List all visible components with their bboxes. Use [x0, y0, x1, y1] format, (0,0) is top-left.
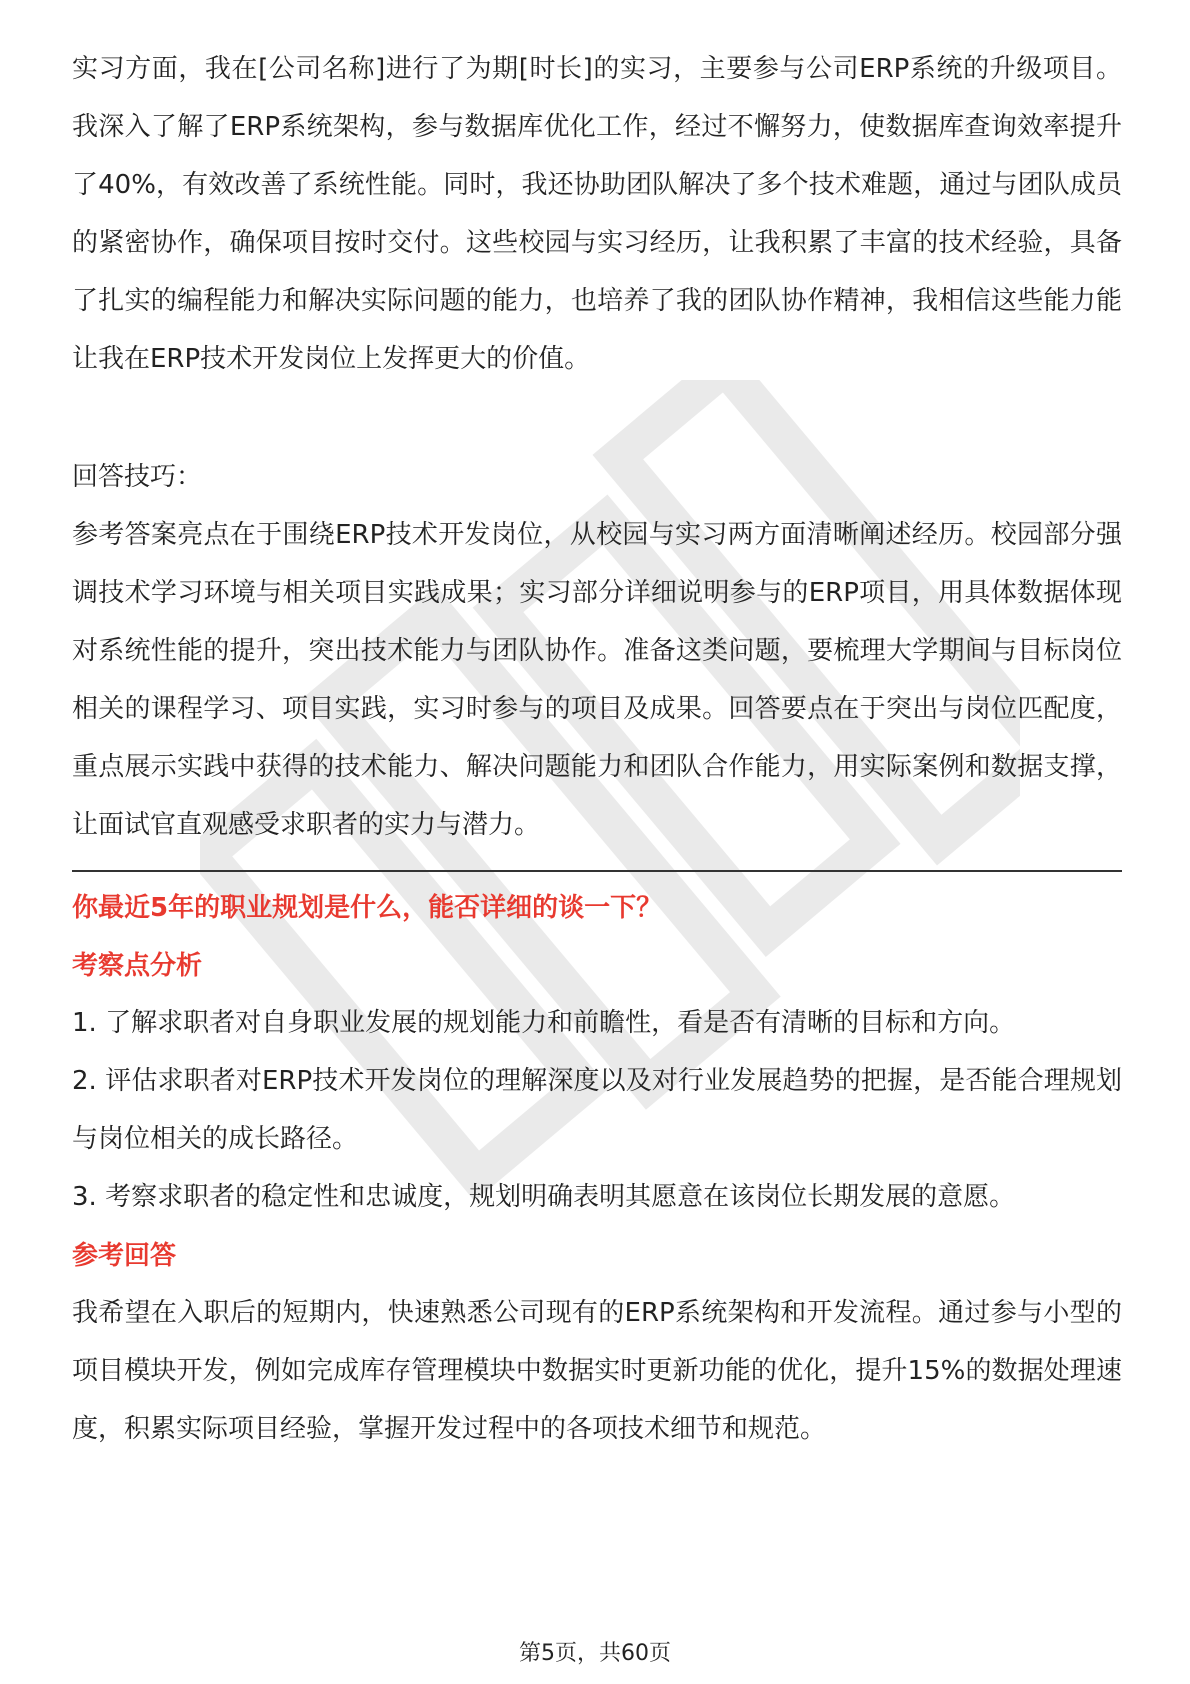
- document-page: [72, 40, 1122, 1458]
- analysis-item: 2. 评估求职者对ERP技术开发岗位的理解深度以及对行业发展趋势的把握，是否能合理规划与岗位相关的成长路径。: [72, 1066, 1122, 1154]
- spacer: [72, 388, 1122, 448]
- section-divider: [72, 870, 1122, 872]
- answer-paragraph: 我希望在入职后的短期内，快速熟悉公司现有的ERP系统架构和开发流程。通过参与小型的项目模块开发，例如完成库存管理模块中数据实时更新功能的优化，提升15%的数据处理速度，积累实际项目经验，掌握开发过程中的各项技术细节和规范。: [72, 1298, 1122, 1444]
- intro-paragraph: 实习方面，我在[公司名称]进行了为期[时长]的实习，主要参与公司ERP系统的升级项目。我深入了解了ERP系统架构，参与数据库优化工作，经过不懈努力，使数据库查询效率提升了40%，有效改善了系统性能。同时，我还协助团队解决了多个技术难题，通过与团队成员的紧密协作，确保项目按时交付。这些校园与实习经历，让我积累了丰富的技术经验，具备了扎实的编程能力和解决实际问题的能力，也培养了我的团队协作精神，我相信这些能力能让我在ERP技术开发岗位上发挥更大的价值。: [72, 54, 1122, 374]
- tips-label: 回答技巧：: [72, 462, 203, 492]
- analysis-item: 3. 考察求职者的稳定性和忠诚度，规划明确表明其愿意在该岗位长期发展的意愿。: [72, 1182, 1016, 1212]
- analysis-item: 1. 了解求职者对自身职业发展的规划能力和前瞻性，看是否有清晰的目标和方向。: [72, 1008, 1016, 1038]
- analysis-title: 考察点分析: [72, 951, 203, 981]
- tips-paragraph: 参考答案亮点在于围绕ERP技术开发岗位，从校园与实习两方面清晰阐述经历。校园部分强调技术学习环境与相关项目实践成果；实习部分详细说明参与的ERP项目，用具体数据体现对系统性能的提升，突出技术能力与团队协作。准备这类问题，要梳理大学期间与目标岗位相关的课程学习、项目实践，实习时参与的项目及成果。回答要点在于突出与岗位匹配度，重点展示实践中获得的技术能力、解决问题能力和团队合作能力，用实际案例和数据支撑，让面试官直观感受求职者的实力与潜力。: [72, 520, 1122, 840]
- page-footer: 第5页，共60页: [519, 1641, 671, 1666]
- question-heading: 你最近5年的职业规划是什么，能否详细的谈一下？: [72, 893, 663, 923]
- analysis-list: [72, 994, 1122, 1226]
- answer-title: 参考回答: [72, 1241, 177, 1271]
